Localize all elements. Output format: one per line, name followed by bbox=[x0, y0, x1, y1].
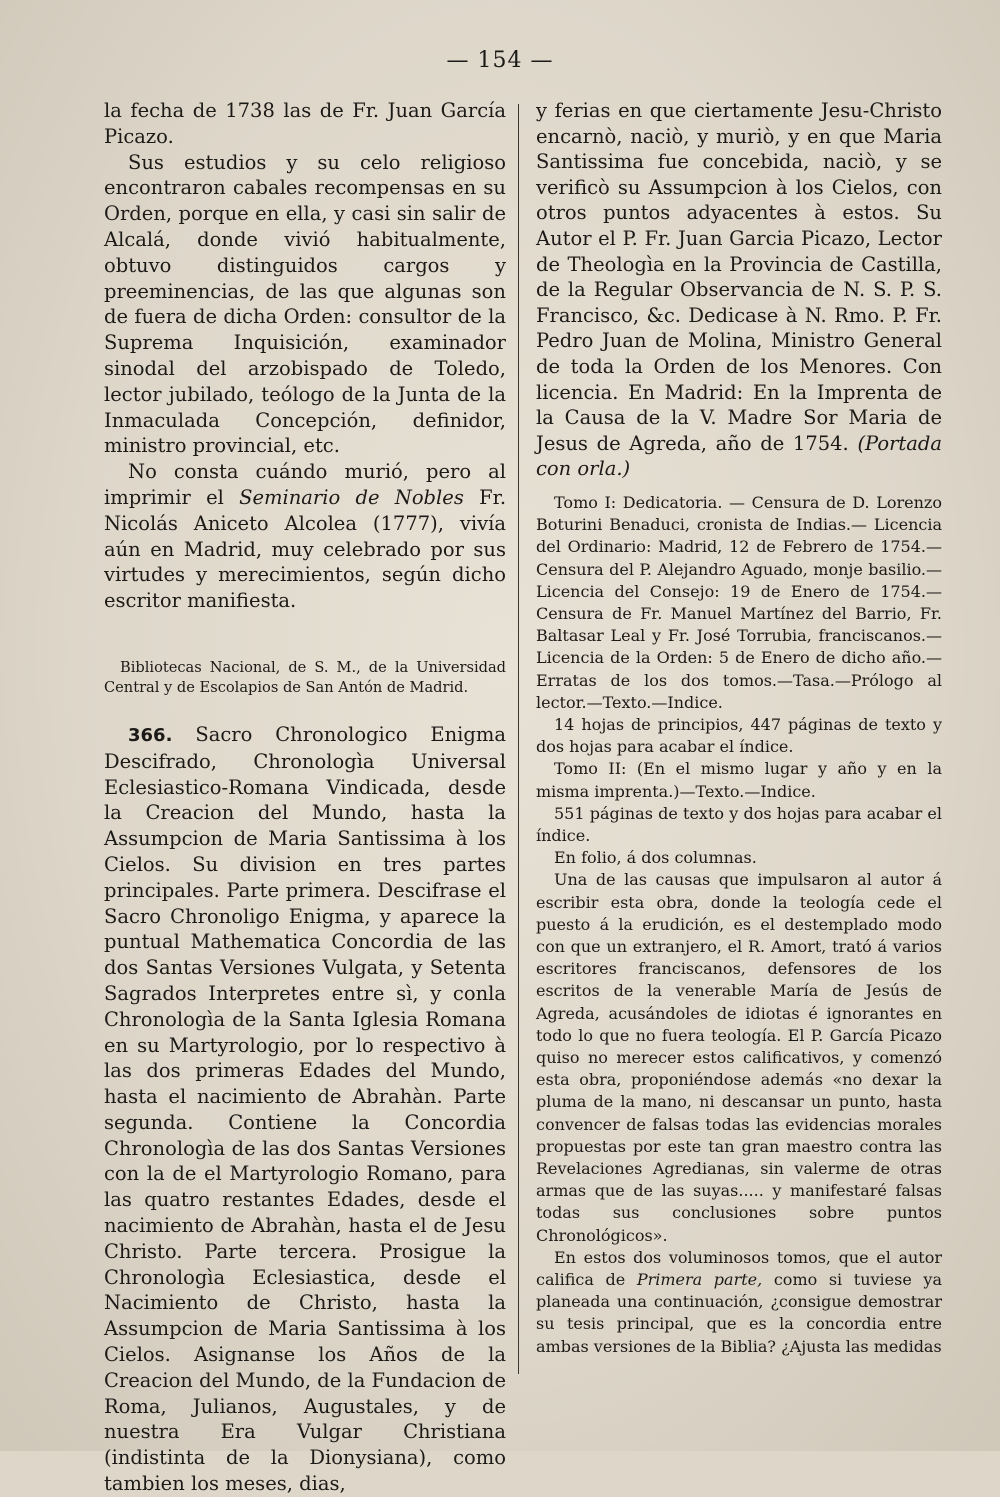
paragraph bbox=[104, 459, 506, 614]
entry-number: 366. bbox=[128, 724, 173, 746]
paragraph bbox=[536, 98, 942, 482]
paragraph: Una de las causas que impulsaron al autor á escribir esta obra, donde la teología cede el puesto á la erudición, es el destemplado modo con que un extranjero, el R. Amort, trató á varios escritores franciscanos, defensores de los escritos de la venerable María de Jesús de Agreda, acusándoles de idiotas é ignorantes en todo lo que no fuera teología. El P. García Picazo quiso no merecer estos calificativos, y comenzó esta obra, proponiéndose además «no dexar la pluma de la mano, ni descansar un punto, hasta convencer de falsas todas las evidencias morales propuestas por este tan gran maestro contra las Revelaciones Agredianas, sin valerme de otras armas que de las suyas..... y manifestaré falsas todas sus conclusiones sobre puntos Chronológicos». bbox=[536, 870, 942, 1245]
italic-note: (Portada con orla.) bbox=[536, 431, 943, 481]
paragraph-text: como si tuviese ya planeada una continuación, ¿consigue demostrar su tesis principal, que es la concordia entre ambas versiones de la Biblia? ¿Ajusta las medidas bbox=[536, 1270, 943, 1356]
paragraph: 14 hojas de principios, 447 páginas de texto y dos hojas para acabar el índice. bbox=[536, 714, 942, 757]
paragraph: En folio, á dos columnas. bbox=[554, 848, 757, 868]
paragraph-text: No consta cuándo murió, pero al imprimir el bbox=[104, 460, 506, 509]
paragraph: Tomo II: (En el mismo lugar y año y en la misma imprenta.)—Texto.—Indice. bbox=[536, 759, 942, 801]
left-column bbox=[104, 98, 506, 1497]
paragraph: 551 páginas de texto y dos hojas para acabar el índice. bbox=[536, 803, 942, 845]
paragraph-text: En estos dos voluminosos tomos, que el autor califica de bbox=[536, 1247, 942, 1290]
paragraph-text: y ferias en que ciertamente Jesu-Christo encarnò, naciò, y muriò, y en que Maria Santissima fue concebida, naciò, y se verificò su Assumpcion à los Cielos, con otros puntos adyacentes à estos. Su Autor el P. Fr. Juan Garcia Picazo, Lector de Theologìa en la Provincia de Castilla, de la Regular Observancia de N. S. P. S. Francisco, &c. Dedicase à N. Rmo. P. Fr. Pedro Juan de Molina, Ministro General de toda la Orden de los Menores. Con licencia. En Madrid: En la Imprenta de la Causa de la V. Madre Sor Maria de Jesus de Agreda, año de 1754. bbox=[536, 99, 942, 455]
entry-text: Sacro Chronologico Enigma Descifrado, Chronologìa Universal Eclesiastico-Romana Vindicada, desde la Creacion del Mundo, hasta la Assumpcion de Maria Santissima à los Cielos. Su division en tres partes principales. Parte primera. Descifrase el Sacro Chronoligo Enigma, y aparece la puntual Mathematica Concordia de las dos Santas Versiones Vulgata, y Setenta Sagrados Interpretes entre sì, y conla Chronologìa de la Santa Iglesia Romana en su Martyrologio, por lo respectivo à las dos primeras Edades del Mundo, hasta el nacimiento de Abrahàn. Parte segunda. Contiene la Concordia Chronologìa de las dos Santas Versiones con la de el Martyrologio Romano, para las quatro restantes Edades, desde el nacimiento de Abrahàn, hasta el de Jesu Christo. Parte tercera. Prosigue la Chronologìa Eclesiastica, desde el Nacimiento de Christo, hasta la Assumpcion de Maria Santissima à los Cielos. Asignanse los Años de la Creacion del Mundo, de la Fundacion de Roma, Julianos, Augustales, y de nuestra Era Vulgar Christiana (indistinta de la Dionysiana), como tambien los meses, dias, bbox=[104, 722, 506, 1496]
paragraph bbox=[536, 1247, 942, 1358]
paragraph: Tomo I: Dedicatoria. — Censura de D. Lorenzo Boturini Benaduci, cronista de Indias.— Licencia del Ordinario: Madrid, 12 de Febrero de 1754.—Censura del P. Alejandro Aguado, monje basilio.—Licencia del Consejo: 19 de Enero de 1754.—Censura de Fr. Manuel Martínez del Barrio, Fr. Baltasar Leal y Fr. José Torrubia, franciscanos.—Licencia de la Orden: 5 de Enero de dicho año.—Erratas de los dos tomos.—Tasa.—Prólogo al lector.—Texto.—Indice. bbox=[536, 492, 942, 712]
libraries-note: Bibliotecas Nacional, de S. M., de la Universidad Central y de Escolapios de San Antón de Madrid. bbox=[104, 658, 506, 696]
right-column bbox=[536, 98, 942, 1358]
italic-title: Seminario de Nobles bbox=[239, 485, 464, 509]
column-divider bbox=[518, 104, 519, 1374]
paragraph: Sus estudios y su celo religioso encontraron cabales recompensas en su Orden, porque en ella, y casi sin salir de Alcalá, donde vivió habitualmente, obtuvo distinguidos cargos y preeminencias, de las que algunas son de fuera de dicha Orden: consultor de la Suprema Inquisición, examinador sinodal del arzobispado de Toledo, lector jubilado, teólogo de la Junta de la Inmaculada Concepción, definidor, ministro provincial, etc. bbox=[104, 150, 506, 458]
paragraph: la fecha de 1738 las de Fr. Juan García Picazo. bbox=[104, 99, 506, 148]
paragraph-text: Fr. Nicolás Aniceto Alcolea (1777), vivía aún en Madrid, muy celebrado por sus virtudes y merecimientos, según dicho escritor manifiesta. bbox=[104, 485, 507, 613]
page-number: — 154 — bbox=[446, 48, 554, 73]
italic-term: Primera parte, bbox=[636, 1270, 763, 1290]
catalog-entry bbox=[104, 722, 506, 1497]
